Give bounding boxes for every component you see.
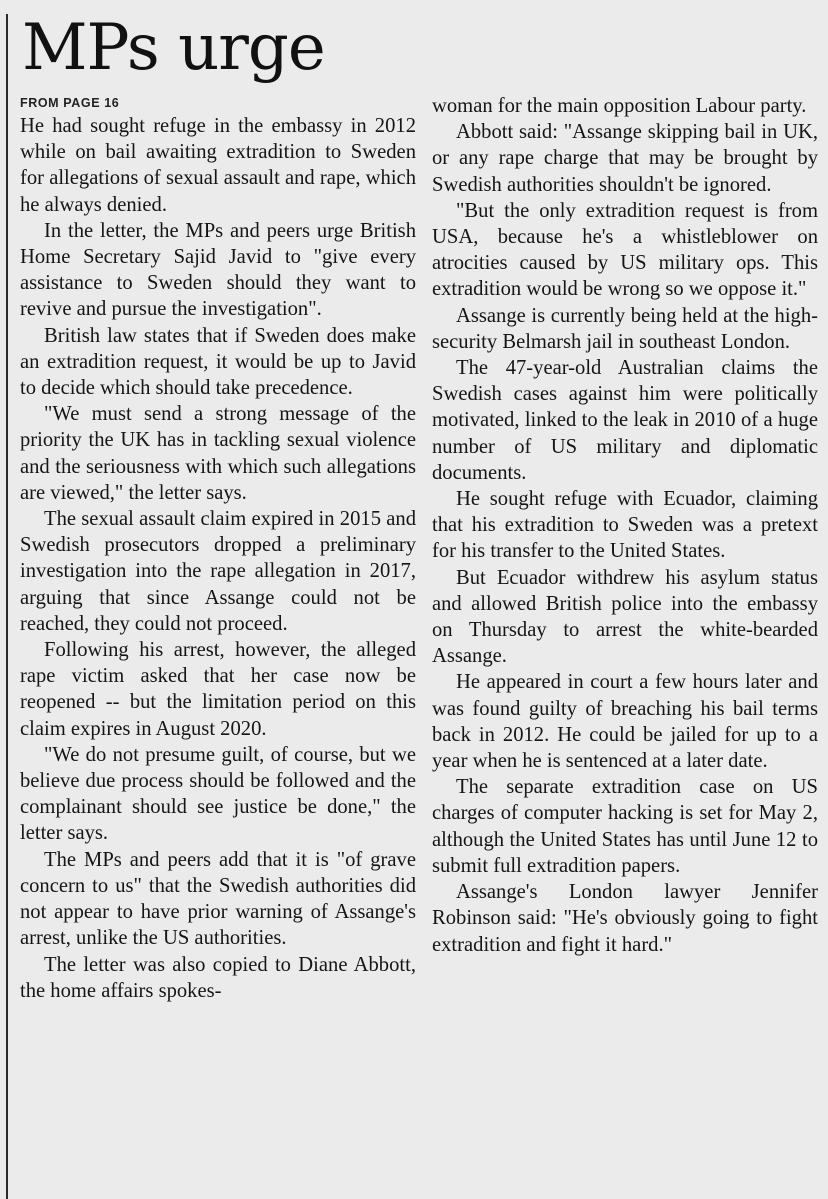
paragraph: Assange is currently being held at the high-security Belmarsh jail in southeast London.	[432, 304, 818, 353]
paragraph: The MPs and peers add that it is "of grave concern to us" that the Swedish authorities did not appear to have prior warning of Assange's arrest, unlike the US authorities.	[20, 848, 416, 950]
paragraph: The 47-year-old Australian claims the Swedish cases against him were politically motivated, linked to the leak in 2010 of a huge number of US military and diplomatic documents.	[432, 357, 818, 484]
paragraph: woman for the main opposition Labour party.	[432, 95, 807, 117]
article-column-right	[432, 93, 818, 1199]
paragraph: "We do not presume guilt, of course, but we believe due process should be followed and the complainant should see justice be done," the letter says.	[20, 743, 416, 845]
paragraph: The sexual assault claim expired in 2015 and Swedish prosecutors dropped a preliminary investigation into the rape allegation in 2017, arguing that since Assange could not be reached, they could not proceed.	[20, 508, 416, 635]
paragraph: He had sought refuge in the embassy in 2012 while on bail awaiting extradition to Sweden for allegations of sexual assault and rape, which he always denied.	[20, 115, 416, 216]
paragraph: The separate extradition case on US charges of computer hacking is set for May 2, although the United States has until June 12 to submit full extradition papers.	[432, 776, 818, 877]
paragraph: In the letter, the MPs and peers urge British Home Secretary Sajid Javid to "give every assistance to Sweden should they want to revive and pursue the investigation".	[20, 219, 416, 321]
paragraph: "But the only extradition request is from USA, because he's a whistleblower on atrocities caused by US military ops. This extradition would be wrong so we oppose it."	[432, 199, 818, 301]
headline: MPs urge	[22, 11, 325, 85]
paragraph: British law states that if Sweden does make an extradition request, it would be up to Javid to decide which should take precedence.	[20, 324, 416, 400]
paragraph: The letter was also copied to Diane Abbott, the home affairs spokes-	[20, 953, 416, 1002]
paragraph: But Ecuador withdrew his asylum status and allowed British police into the embassy on Thursday to arrest the white-bearded Assange.	[432, 566, 818, 668]
paragraph: He sought refuge with Ecuador, claiming that his extradition to Sweden was a pretext for his transfer to the United States.	[432, 488, 818, 563]
paragraph: Assange's London lawyer Jennifer Robinson said: "He's obviously going to fight extradition and fight it hard."	[432, 881, 818, 956]
paragraph: "We must send a strong message of the priority the UK has in tackling sexual violence and the seriousness with which such allegations are viewed," the letter says.	[20, 403, 416, 504]
continued-from-label: FROM PAGE 16	[20, 96, 120, 110]
paragraph: He appeared in court a few hours later and was found guilty of breaching his bail terms back in 2012. He could be jailed for up to a year when he is sentenced at a later date.	[432, 671, 818, 773]
paragraph: Abbott said: "Assange skipping bail in UK, or any rape charge that may be brought by Swedish authorities shouldn't be ignored.	[432, 121, 818, 196]
column-rule	[6, 14, 8, 1199]
paragraph: Following his arrest, however, the alleged rape victim asked that her case now be reopened -- but the limitation period on this claim expires in August 2020.	[20, 639, 416, 740]
article-column-left	[20, 93, 416, 1199]
